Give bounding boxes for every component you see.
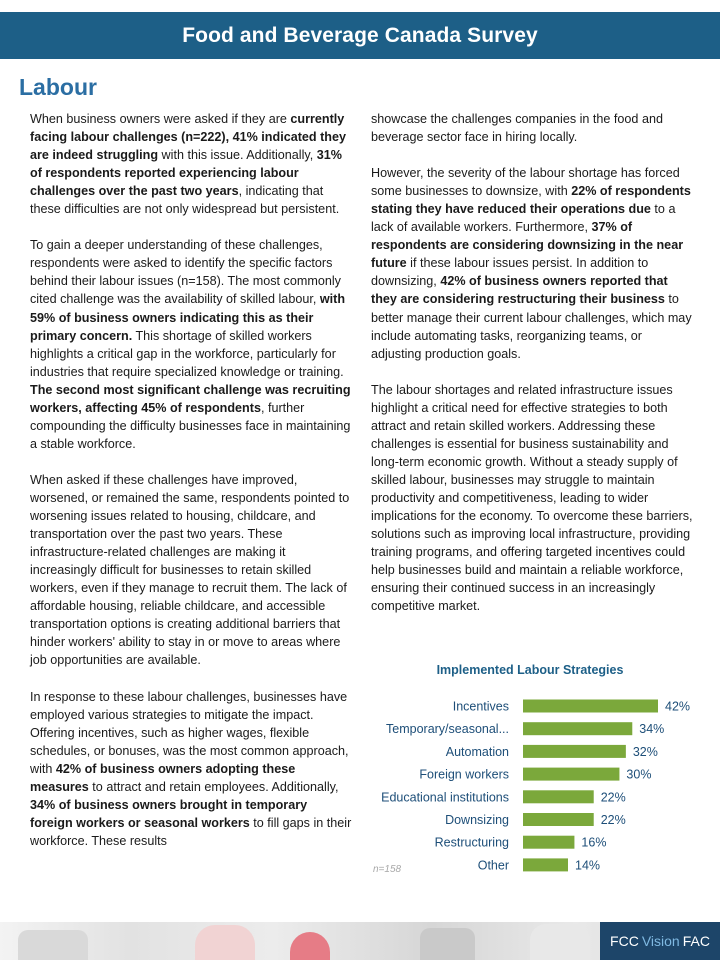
body-text: To gain a deeper understanding of these challenges, respondents were asked to identify the specific factors behind their labour issues (n=158). The most commonly cited challenge was the availability of skilled labour, <box>30 238 341 307</box>
footer-band <box>0 922 720 960</box>
chart-title: Implemented Labour Strategies <box>436 663 624 677</box>
bold-text: 31% of respondents reported experiencing labour challenges over the past two years <box>30 148 342 199</box>
chart-sample-note: n=158 <box>373 863 402 875</box>
bold-text: with 59% of business owners indicating this as their primary concern. <box>30 292 346 343</box>
paragraph <box>30 471 352 670</box>
body-text: In response to these labour challenges, businesses have employed various strategies to mitigate the impact. Offering incentives, such as higher wages, flexible schedules, or bonuses, was the most common approach, with <box>30 689 349 776</box>
body-text: showcase the challenges companies in the food and beverage sector face in hiring locally. <box>371 112 663 145</box>
chart-bar <box>523 813 594 826</box>
paragraph <box>30 236 352 453</box>
chart-bar <box>523 836 574 849</box>
brand-fac: FAC <box>682 933 710 949</box>
right-column <box>371 110 693 633</box>
brand-logo <box>600 922 720 960</box>
chart-bar <box>523 722 632 735</box>
bold-text: 42% of business owners adopting these measures <box>30 761 296 794</box>
chart-category-label: Educational institutions <box>381 790 509 805</box>
body-text: , further compounding the difficulty businesses face in maintaining a stable workforce. <box>30 400 351 451</box>
chart-category-label: Restructuring <box>434 835 509 850</box>
body-text: When asked if these challenges have improved, worsened, or remained the same, respondents pointed to worsening issues related to housing, childcare, and transportation over the past two years. These infrastructure-related challenges are making it increasingly difficult for businesses to retain skilled workers, even if they manage to recruit them. The lack of affordable housing, reliable childcare, and accessible transportation options is creating additional barriers that hinder workers' ability to stay in or move to areas where job opportunities are available. <box>30 472 350 668</box>
footer-photo-shape <box>18 930 88 960</box>
bold-text: 42% of business owners reported that they are considering restructuring their business <box>371 274 668 307</box>
chart-value-label: 22% <box>600 790 626 805</box>
footer-photo-shape <box>530 924 590 960</box>
paragraph <box>30 688 352 850</box>
chart-category-label: Foreign workers <box>419 767 509 782</box>
chart-bar <box>523 768 619 781</box>
footer-photo-shape <box>290 932 330 960</box>
bold-text: The second most significant challenge was recruiting workers, affecting 45% of respondents <box>30 382 351 415</box>
body-text: The labour shortages and related infrastructure issues highlight a critical need for effective strategies to both attract and retain skilled workers. Addressing these challenges is essential for business sustainability and long-term economic growth. Without a steady supply of skilled labour, businesses may struggle to maintain productivity and competitiveness, leading to wider implications for the economy. To overcome these barriers, solutions such as improving local infrastructure, providing training programs, and offering targeted incentives could help businesses build and maintain a reliable workforce, ensuring their continued success in an increasingly competitive market. <box>371 382 693 614</box>
chart-value-label: 32% <box>632 744 658 759</box>
bold-text: 37% of respondents are considering downsizing in the near future <box>371 220 684 271</box>
section-title: Labour <box>19 74 97 100</box>
chart-value-label: 22% <box>600 813 626 827</box>
chart-category-label: Other <box>477 858 509 873</box>
footer-photo-shape <box>195 925 255 960</box>
chart-bar <box>523 700 658 713</box>
chart-value-label: 16% <box>581 835 607 850</box>
chart-category-label: Temporary/seasonal... <box>386 722 509 737</box>
body-text: to better manage their current labour challenges, which may include automating tasks, reorganizing teams, or adjusting production goals. <box>371 292 692 361</box>
bold-text: 34% of business owners brought in temporary foreign workers or seasonal workers <box>30 797 308 830</box>
chart-value-label: 34% <box>639 722 665 737</box>
paragraph <box>30 110 352 218</box>
brand-vision: Vision <box>641 933 680 949</box>
paragraph <box>371 110 693 146</box>
body-text: When business owners were asked if they are <box>30 112 291 126</box>
chart-category-label: Automation <box>445 744 509 759</box>
body-text: This shortage of skilled workers highlights a critical gap in the workforce, particularly for industries that require specialized knowledge or training. <box>30 328 344 379</box>
brand-fcc: FCC <box>610 933 639 949</box>
body-text: to a lack of available workers. Furthermore, <box>371 202 676 235</box>
chart-value-label: 14% <box>575 858 601 873</box>
chart-value-label: 42% <box>665 699 691 714</box>
bold-text: 22% of respondents stating they have reduced their operations due <box>371 184 691 217</box>
body-text: However, the severity of the labour shortage has forced some businesses to downsize, with <box>371 166 680 199</box>
left-column <box>30 110 352 868</box>
bold-text: currently facing labour challenges (n=222), 41% indicated they are indeed struggling <box>30 112 346 163</box>
chart-bar <box>523 790 594 803</box>
body-text: with this issue. Additionally, <box>158 148 317 163</box>
body-text: , indicating that these difficulties are not only widespread but persistent. <box>30 184 340 217</box>
body-text: if these labour issues persist. In addition to downsizing, <box>371 256 649 289</box>
footer-photo-shape <box>420 928 475 960</box>
paragraph <box>371 381 693 616</box>
chart-value-label: 30% <box>626 767 652 782</box>
labour-strategies-chart <box>360 660 705 890</box>
chart-category-label: Incentives <box>452 699 509 714</box>
header-band <box>0 12 720 59</box>
page-header-title: Food and Beverage Canada Survey <box>182 23 538 47</box>
chart-category-label: Downsizing <box>445 813 509 827</box>
paragraph <box>371 164 693 363</box>
body-text: to fill gaps in their workforce. These results <box>30 815 352 848</box>
chart-bar <box>523 745 626 758</box>
chart-bar <box>523 858 568 871</box>
body-text: to attract and retain employees. Additionally, <box>88 779 339 794</box>
chart-canvas <box>360 660 705 890</box>
